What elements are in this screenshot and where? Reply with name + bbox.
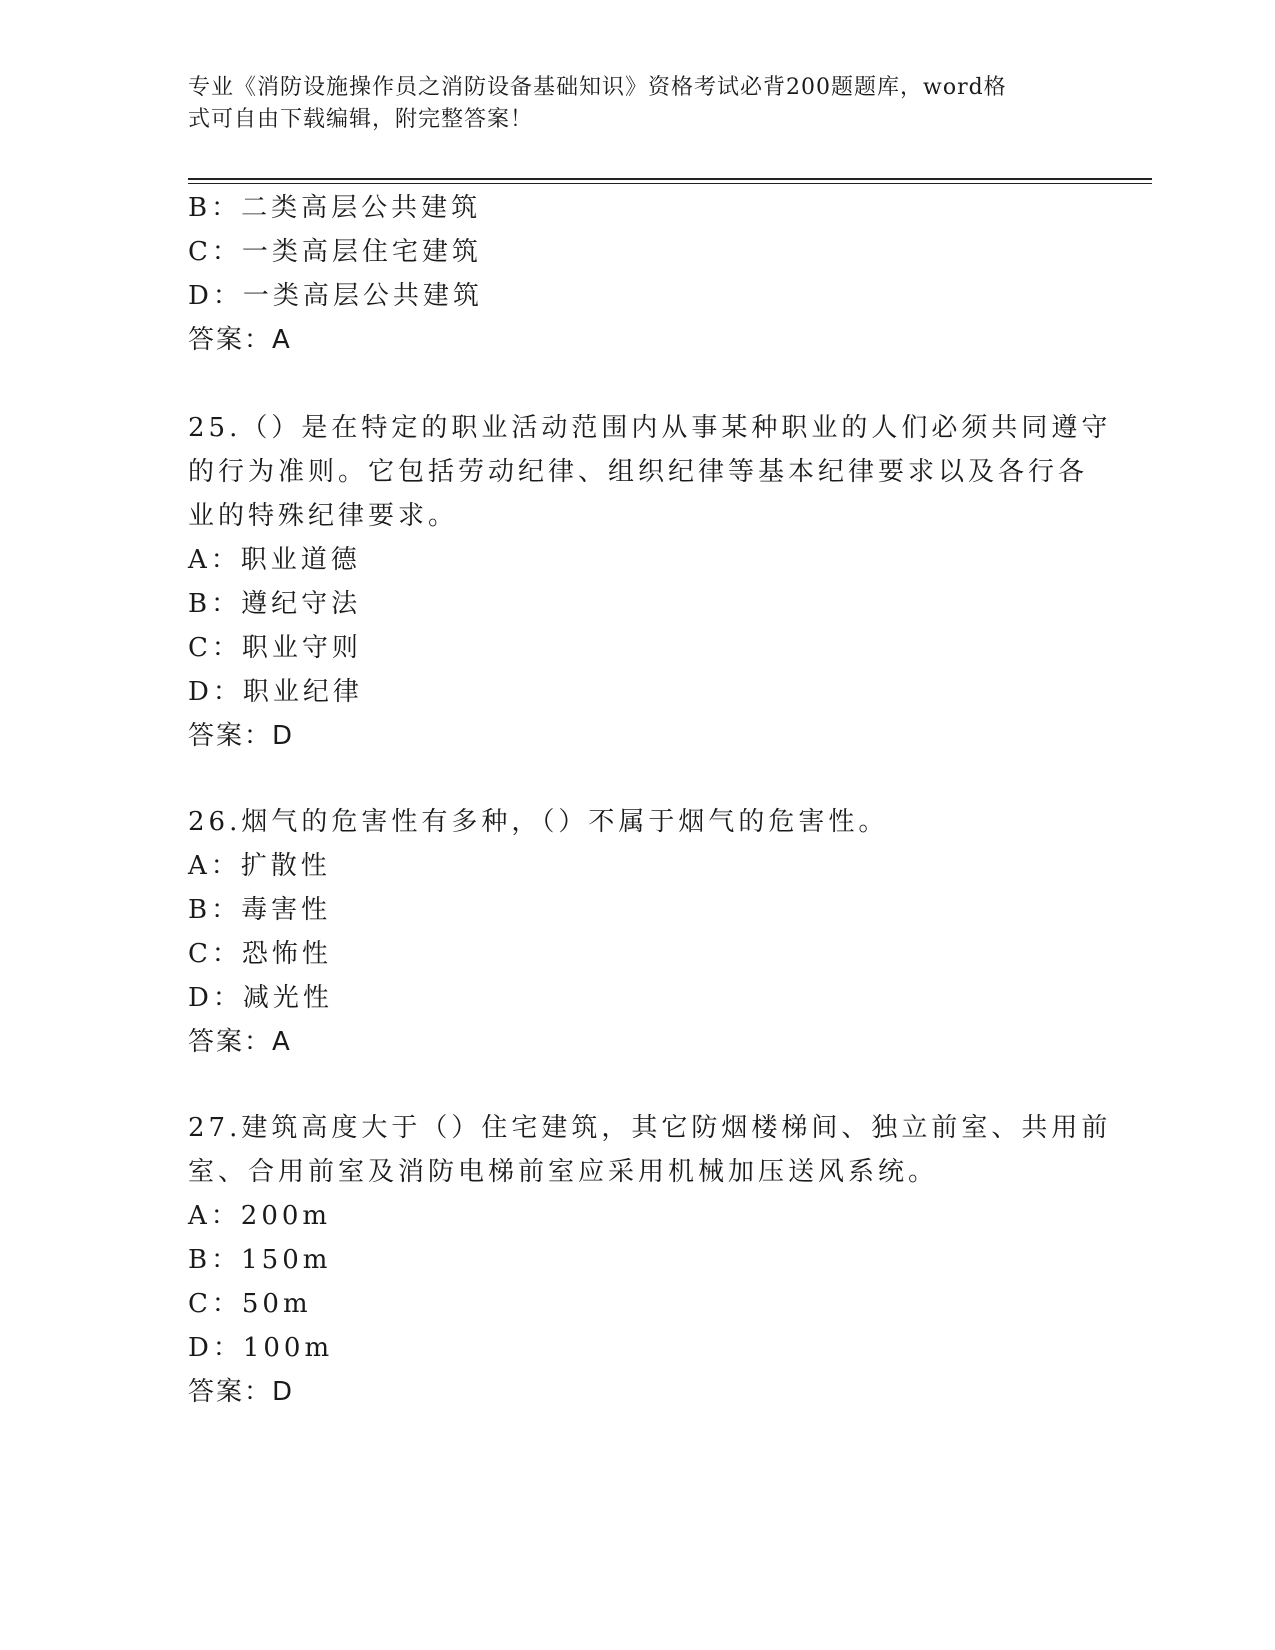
q27-stem-line-2: 室、合用前室及消防电梯前室应采用机械加压送风系统。 xyxy=(188,1157,939,1187)
header-line-1: 专业《消防设施操作员之消防设备基础知识》资格考试必背200题题库，word格 xyxy=(188,75,1007,100)
q27-answer: 答案：D xyxy=(188,1377,295,1407)
q24-answer: 答案：A xyxy=(188,325,292,355)
q27-option-d: D：100m xyxy=(188,1333,334,1363)
q25-option-c: C：职业守则 xyxy=(188,633,362,663)
q25-option-d: D：职业纪律 xyxy=(188,677,363,707)
header-line-2: 式可自由下载编辑，附完整答案！ xyxy=(188,107,534,132)
q25-stem-line-3: 业的特殊纪律要求。 xyxy=(188,501,459,531)
q27-option-b: B：150m xyxy=(188,1245,332,1275)
q25-option-a: A：职业道德 xyxy=(188,545,361,575)
q24-option-b: B：二类高层公共建筑 xyxy=(188,193,482,223)
q26-option-a: A：扩散性 xyxy=(188,851,331,881)
q27-option-c: C：50m xyxy=(188,1289,312,1319)
q26-stem-line-1: 26.烟气的危害性有多种，（）不属于烟气的危害性。 xyxy=(188,807,889,837)
q26-option-c: C：恐怖性 xyxy=(188,939,332,969)
q25-answer: 答案：D xyxy=(188,721,295,751)
document-header xyxy=(188,72,1068,136)
q26-answer: 答案：A xyxy=(188,1027,292,1057)
header-divider-thick xyxy=(188,178,1152,180)
q26-option-d: D：减光性 xyxy=(188,983,333,1013)
q27-stem-line-1: 27.建筑高度大于（）住宅建筑，其它防烟楼梯间、独立前室、共用前 xyxy=(188,1113,1112,1143)
q24-option-c: C：一类高层住宅建筑 xyxy=(188,237,482,267)
q25-stem-line-2: 的行为准则。它包括劳动纪律、组织纪律等基本纪律要求以及各行各 xyxy=(188,457,1089,487)
q27-option-a: A：200m xyxy=(188,1201,332,1231)
header-divider-thin xyxy=(188,183,1152,184)
q26-option-b: B：毒害性 xyxy=(188,895,332,925)
q24-option-d: D：一类高层公共建筑 xyxy=(188,281,483,311)
q25-stem-line-1: 25.（）是在特定的职业活动范围内从事某种职业的人们必须共同遵守 xyxy=(188,413,1112,443)
q25-option-b: B：遵纪守法 xyxy=(188,589,362,619)
